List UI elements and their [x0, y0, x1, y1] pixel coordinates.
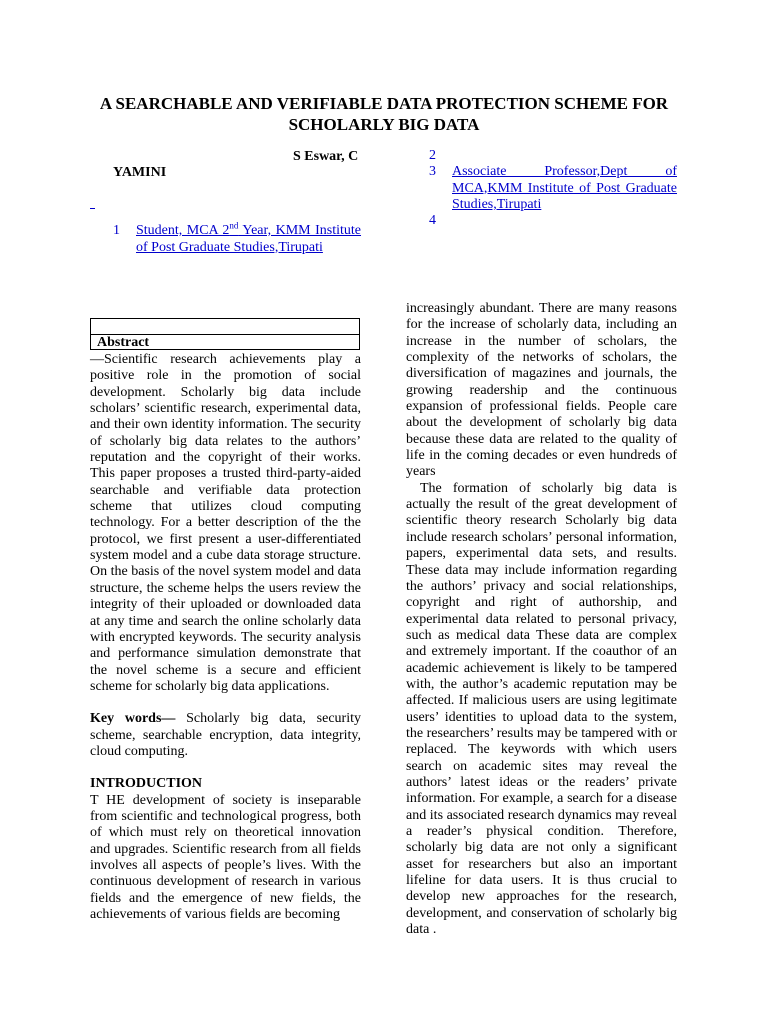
- affiliation-number: 2: [429, 148, 436, 163]
- introduction-heading: INTRODUCTION: [90, 776, 203, 792]
- right-column: [406, 301, 677, 938]
- ordinal-superscript: nd: [229, 220, 239, 231]
- abstract-body: —Scientific research achievements play a positive role in the promotion of social development. Scholarly big data include scholars’ scientific research, experimental data, and their own identity information. The security of scholarly big data relates to the authors’ reputation and the copyright of their works. This paper proposes a trusted third-party-aided searchable and verifiable data protection scheme that utilizes cloud computing technology. For a better description of the the protocol, we first present a user-differentiated system model and a cube data storage structure. On the basis of the novel system model and data structure, the scheme helps the users review the integrity of their uploaded or downloaded data at any time and search the online scholarly data with encrypted keywords. The security analysis and performance simulation demonstrate that the novel scheme is a secure and efficient scheme for scholarly big data applications.: [90, 352, 361, 694]
- author-names: S Eswar, C: [293, 149, 359, 164]
- abstract-heading-box: [90, 318, 360, 350]
- left-column: [90, 352, 361, 923]
- affiliation-3[interactable]: Associate Professor,Dept of MCA,KMM Institute of Post Graduate Studies,Tirupati: [452, 164, 677, 212]
- keywords-text: Scholarly big data, security scheme, searchable encryption, data integrity, cloud computing.: [90, 711, 361, 759]
- affiliation-number: 1: [113, 223, 120, 238]
- affiliation-1-text-rest: Year, KMM Institute of Post Graduate Studies,Tirupati: [136, 223, 362, 255]
- empty-link[interactable]: [90, 196, 95, 209]
- affiliation-1-text: Student, MCA 2: [136, 223, 230, 238]
- affiliation-number: 3: [429, 164, 436, 179]
- abstract-heading: Abstract: [97, 335, 150, 350]
- affiliation-1[interactable]: [136, 220, 362, 256]
- author-name-second: YAMINI: [113, 165, 167, 180]
- introduction-paragraph-1-continued: increasingly abundant. There are many reasons for the increase of scholarly data, including an increase in the number of scholars, the complexity of the networks of scholars, the diversification of magazines and journals, the growing readership and the continuous expansion of professional fields. People care about the development of scholarly big data because these data are related to the quality of life in the coming decades or even hundreds of years: [406, 301, 677, 480]
- introduction-paragraph-2: The formation of scholarly big data is actually the result of the great development of scientific theory research Scholarly big data include research scholars’ personal information, papers, experimental data sets, and results. These data may include information regarding the authors’ privacy and social relationships, copyright and right of authorship, and experimental data related to personal privacy, such as medical data These data are complex and extremely important. If the coauthor of an academic achievement is likely to be tampered with, the author’s academic reputation may be affected. If malicious users are using legitimate users’ identities to upload data to the system, the researchers’ results may be tampered with or replaced. The keywords with which users search on academic sites may reveal the authors’ latest ideas or the readers’ private information. For example, a search for a disease and its associated research dynamics may reveal a reader’s physical condition. Therefore, scholarly big data are not only a significant asset for researchers but also an important lifeline for data users. It is thus crucial to develop new approaches for the research, development, and conservation of scholarly big data .: [406, 480, 677, 938]
- introduction-paragraph-1-start: T HE development of society is inseparable from scientific and technological progress, both of which must rely on theoretical innovation and upgrades. Scientific research from all fields involves all aspects of people’s lives. With the continuous development of research in various fields and the emergence of new fields, the achievements of various fields are becoming: [90, 792, 361, 922]
- paper-title: A SEARCHABLE AND VERIFIABLE DATA PROTECTION SCHEME FOR SCHOLARLY BIG DATA: [99, 94, 669, 134]
- affiliation-number: 4: [429, 213, 436, 228]
- keywords: [90, 711, 361, 760]
- keywords-label: Key words—: [90, 711, 176, 727]
